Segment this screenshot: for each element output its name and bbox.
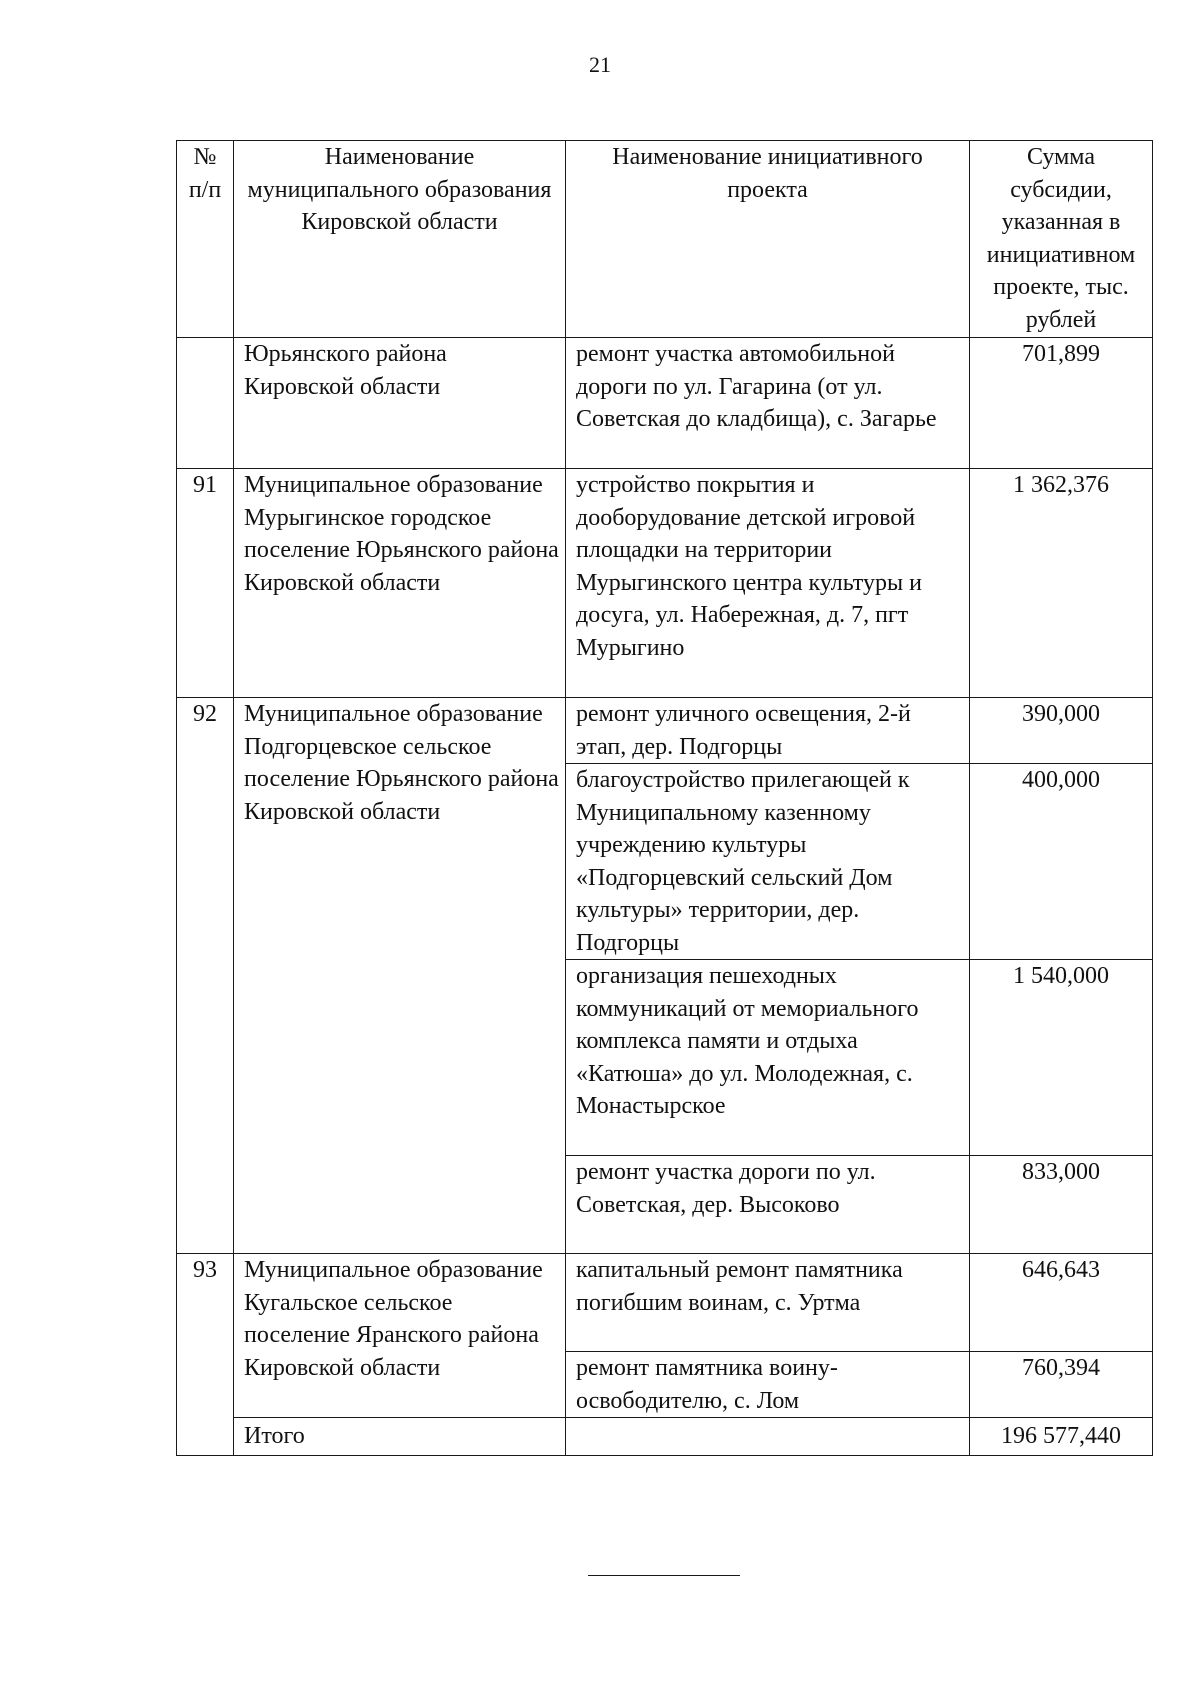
page-number: 21: [589, 52, 611, 77]
row-project: ремонт памятника воину-освободителю, с. Лом: [566, 1352, 970, 1418]
row-amount: 833,000: [970, 1156, 1153, 1254]
row-amount: 701,899: [970, 338, 1153, 469]
total-label: Итого: [234, 1418, 566, 1456]
header-project: Наименование инициативного проекта: [566, 141, 970, 338]
row-municipality: Юрьянского района Кировской области: [234, 338, 566, 469]
row-project: ремонт участка автомобильной дороги по ул. Гагарина (от ул. Советская до кладбища), с. Загарье: [566, 338, 970, 469]
row-num: 92: [177, 698, 234, 1254]
table-row: [177, 469, 1153, 698]
row-municipality: Муниципальное образование Подгорцевское сельское поселение Юрьянского района Кировской области: [234, 698, 566, 1254]
table-row: [177, 698, 1153, 764]
row-municipality: Муниципальное образование Кугальское сельское поселение Яранского района Кировской области: [234, 1254, 566, 1418]
header-municipality: Наименование муниципального образования Кировской области: [234, 141, 566, 338]
header-amount: Сумма субсидии, указанная в инициативном проекте, тыс. рублей: [970, 141, 1153, 338]
row-amount: 646,643: [970, 1254, 1153, 1352]
total-project-empty: [566, 1418, 970, 1456]
subsidy-table: [176, 140, 1153, 1456]
end-rule: [588, 1575, 740, 1576]
total-row: [177, 1418, 1153, 1456]
row-municipality: Муниципальное образование Мурыгинское городское поселение Юрьянского района Кировской области: [234, 469, 566, 698]
row-num: 93: [177, 1254, 234, 1456]
row-num: [177, 338, 234, 469]
row-amount: 1 540,000: [970, 960, 1153, 1156]
row-project: устройство покрытия и дооборудование детской игровой площадки на территории Мурыгинского центра культуры и досуга, ул. Набережная, д. 7, пгт Мурыгино: [566, 469, 970, 698]
row-project: капитальный ремонт памятника погибшим воинам, с. Уртма: [566, 1254, 970, 1352]
row-project: организация пешеходных коммуникаций от мемориального комплекса памяти и отдыха «Катюша» до ул. Молодежная, с. Монастырское: [566, 960, 970, 1156]
row-amount: 1 362,376: [970, 469, 1153, 698]
row-project: ремонт участка дороги по ул. Советская, дер. Высоково: [566, 1156, 970, 1254]
header-num: № п/п: [177, 141, 234, 338]
row-project: благоустройство прилегающей к Муниципальному казенному учреждению культуры «Подгорцевский сельский Дом культуры» территории, дер. Подгорцы: [566, 764, 970, 960]
table-row: [177, 338, 1153, 469]
row-amount: 400,000: [970, 764, 1153, 960]
table-row: [177, 1254, 1153, 1352]
total-amount: 196 577,440: [970, 1418, 1153, 1456]
row-project: ремонт уличного освещения, 2-й этап, дер. Подгорцы: [566, 698, 970, 764]
row-amount: 760,394: [970, 1352, 1153, 1418]
row-num: 91: [177, 469, 234, 698]
row-amount: 390,000: [970, 698, 1153, 764]
table-header-row: [177, 141, 1153, 338]
